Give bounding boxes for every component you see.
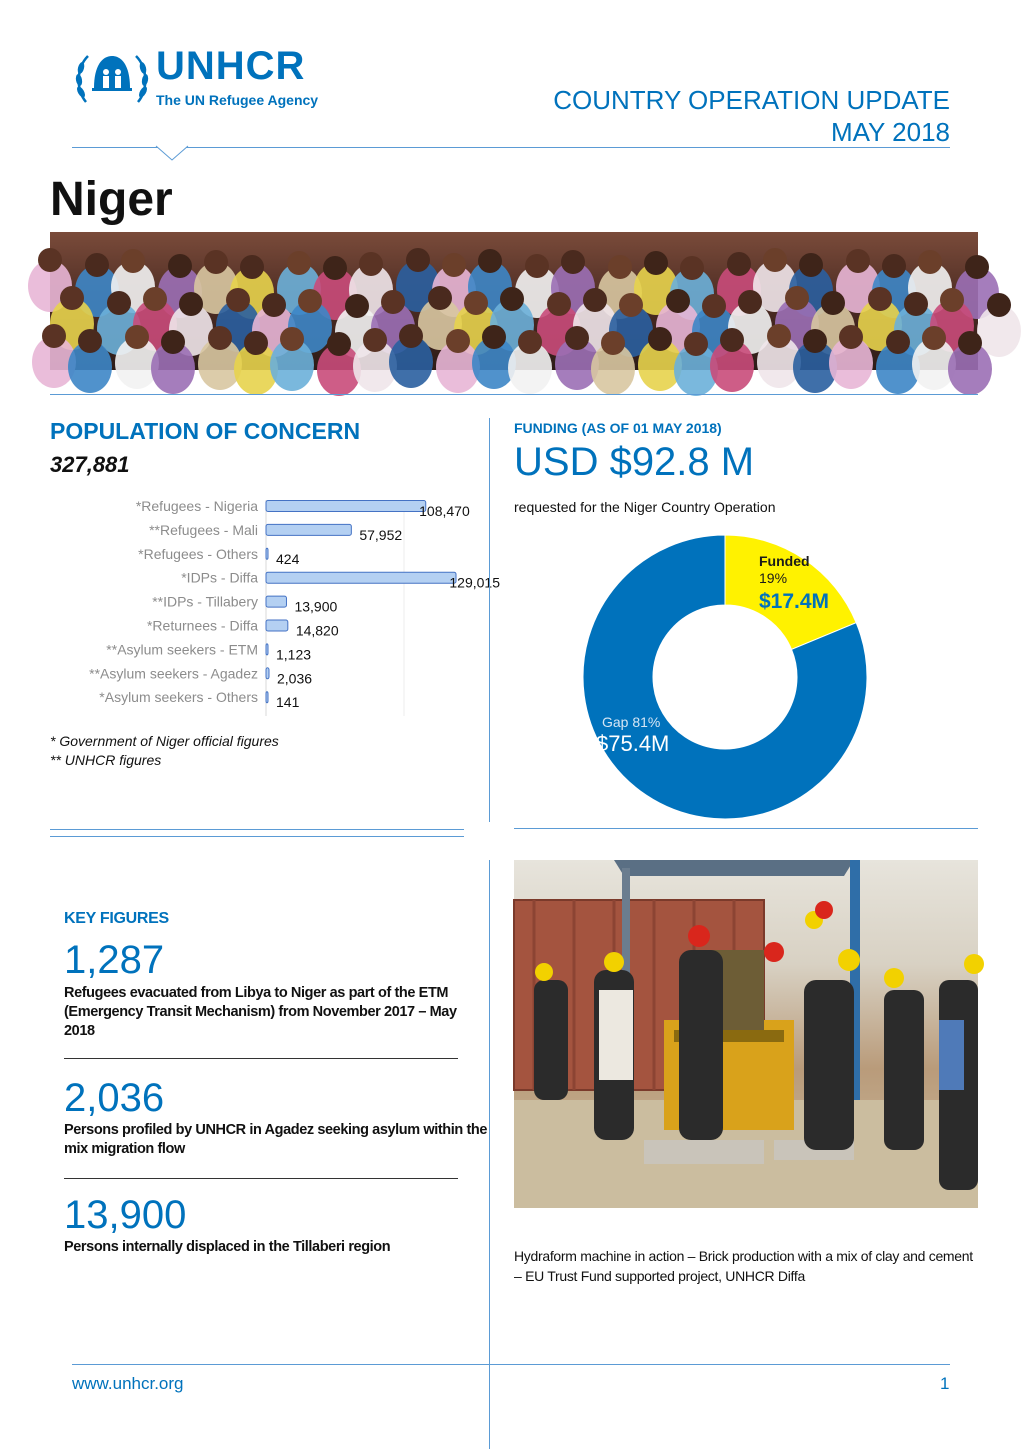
crowd-face [904,292,928,316]
key-figures-heading: KEY FIGURES [64,910,169,927]
bar-value-label: 14,820 [295,622,339,639]
banner-photo-crowd [50,232,978,370]
crowd-face [244,331,268,355]
footer-rule [72,1364,950,1365]
crowd-face [478,249,502,273]
crowd-face [648,327,672,351]
crowd-face [381,290,405,314]
crowd-face [702,294,726,318]
section-rule-left-b [50,836,464,837]
crowd-face [799,253,823,277]
bar-category-label: *Refugees - Nigeria [135,498,258,514]
crowd-face [940,288,964,312]
crowd-face [868,287,892,311]
crowd-face [684,332,708,356]
crowd-face [666,289,690,313]
crowd-face [78,329,102,353]
crowd-face [107,291,131,315]
page-title: Niger [50,173,173,226]
crowd-face [547,292,571,316]
banner-photo [50,232,978,370]
crowd-face [518,330,542,354]
bar-category-label: **Asylum seekers - ETM [106,641,258,658]
column-divider-top [489,418,490,822]
crowd-face [399,324,423,348]
crowd-face [500,287,524,311]
funding-donut-chart [578,528,878,824]
bar-category-label: **Asylum seekers - Agadez [89,665,258,682]
crowd-face [839,325,863,349]
section-rule-right [514,828,978,829]
key-figure-number: 13,900 [64,1193,187,1237]
bar-value-label: 57,952 [359,526,403,543]
crowd-face [882,254,906,278]
crowd-face [886,330,910,354]
crowd-face [565,326,589,350]
crowd-face [680,256,704,280]
bar [266,572,456,583]
key-figure-number: 1,287 [64,938,165,982]
crowd-face [85,253,109,277]
bar-category-label: *Returnees - Diffa [146,617,258,634]
crowd-face [240,255,264,279]
header-rule-notch [156,146,188,162]
key-figure-separator [64,1178,458,1179]
key-figure-description: Refugees evacuated from Libya to Niger as part of the ETM (Emergency Transit Mechanism) from November 2017 – May 2018 [64,985,457,1039]
crowd-face [121,249,145,273]
crowd-face [987,293,1011,317]
bar [266,596,286,607]
photo-caption: Hydraform machine in action – Brick production with a mix of clay and cement – EU Trust Fund supported project, UNHCR Diffa [514,1248,973,1284]
crowd-face [208,326,232,350]
crowd-face [561,250,585,274]
donut-amount-gap: $75.4M [596,731,670,756]
population-heading: POPULATION OF CONCERN [50,418,361,444]
footnote-government: * Government of Niger official figures [50,733,279,749]
bar [266,668,269,679]
key-figure-number: 2,036 [64,1076,165,1120]
crowd-face [821,291,845,315]
crowd-face [168,254,192,278]
crowd-face [298,289,322,313]
bar-category-label: **IDPs - Tillabery [152,593,258,610]
funding-heading: FUNDING (AS OF 01 MAY 2018) [514,420,722,436]
logo-tagline: The UN Refugee Agency [156,92,319,108]
bar [266,692,268,703]
bar [266,620,288,631]
bar-value-label: 129,015 [449,574,500,591]
crowd-face [619,293,643,317]
funding-subtitle: requested for the Niger Country Operation [514,499,776,515]
key-figure-description: Persons profiled by UNHCR in Agadez seeking asylum within the mix migration flow [64,1122,488,1157]
crowd-face [767,324,791,348]
project-photo [514,860,978,1208]
crowd-face [525,254,549,278]
crowd-face [583,288,607,312]
crowd-face [204,250,228,274]
population-total: 327,881 [50,452,130,477]
crowd-face [918,250,942,274]
bar-value-label: 141 [276,694,300,711]
crowd-face [323,256,347,280]
section-rule-left-a [50,829,464,830]
donut-label-gap: Gap 81% [602,714,661,730]
crowd-face [38,248,62,272]
crowd-face [738,290,762,314]
bar-value-label: 1,123 [276,646,312,663]
crowd-face [442,253,466,277]
crowd-face [161,330,185,354]
unhcr-logo [72,44,342,112]
crowd-face [143,287,167,311]
column-divider-bottom [489,860,490,1449]
page-number: 1 [940,1374,950,1393]
crowd-face [327,332,351,356]
section-rule-top [50,394,978,395]
crowd-face [608,255,632,279]
bar [266,501,426,512]
footnote-unhcr: ** UNHCR figures [50,752,162,768]
crowd-face [446,329,470,353]
donut-label-funded: Funded [759,553,810,569]
unhcr-emblem-icon [72,48,152,112]
donut-amount-funded: $17.4M [759,590,830,613]
funding-amount: USD $92.8 M [514,440,755,484]
crowd-face [428,286,452,310]
crowd-face [287,251,311,275]
bar [266,548,268,559]
crowd-face [922,326,946,350]
bar-value-label: 424 [276,550,300,567]
bar-value-label: 2,036 [276,670,313,687]
bar-category-label: *Refugees - Others [138,545,258,562]
crowd-face [644,251,668,275]
bar-category-label: **Refugees - Mali [149,521,258,538]
bar [266,644,268,655]
crowd-face [482,325,506,349]
document-title [553,84,950,148]
crowd-face [958,331,982,355]
crowd-face [720,328,744,352]
crowd-face [803,329,827,353]
document-title-line2: MAY 2018 [830,117,950,147]
crowd-face [226,288,250,312]
crowd-face [763,248,787,272]
footer-link[interactable]: www.unhcr.org [72,1374,184,1393]
crowd-face [601,331,625,355]
bar-value-label: 13,900 [294,598,338,615]
logo-wordmark: UNHCR [156,44,306,88]
population-footnotes [50,732,279,770]
crowd-face [262,293,286,317]
document-title-line1: COUNTRY OPERATION UPDATE [553,85,950,115]
key-figure-description: Persons internally displaced in the Tillaberi region [64,1239,391,1255]
crowd-face [280,327,304,351]
bar-category-label: *IDPs - Diffa [181,569,258,586]
crowd-face [179,292,203,316]
population-bar-chart [50,498,500,720]
donut-percent-funded: 19% [759,570,788,586]
bar [266,524,351,535]
crowd-face [60,286,84,310]
crowd-face [785,286,809,310]
crowd-face [965,255,989,279]
header-rule [72,147,950,148]
crowd-face [359,252,383,276]
crowd-face [125,325,149,349]
crowd-face [727,252,751,276]
crowd-face [345,294,369,318]
crowd-face [363,328,387,352]
bar-value-label: 108,470 [419,503,470,519]
key-figure-separator [64,1058,458,1059]
crowd-face [464,291,488,315]
crowd-face [846,249,870,273]
project-photo-scene [514,860,978,1208]
crowd-face [406,248,430,272]
crowd-face [42,324,66,348]
bar-category-label: *Asylum seekers - Others [99,689,258,706]
